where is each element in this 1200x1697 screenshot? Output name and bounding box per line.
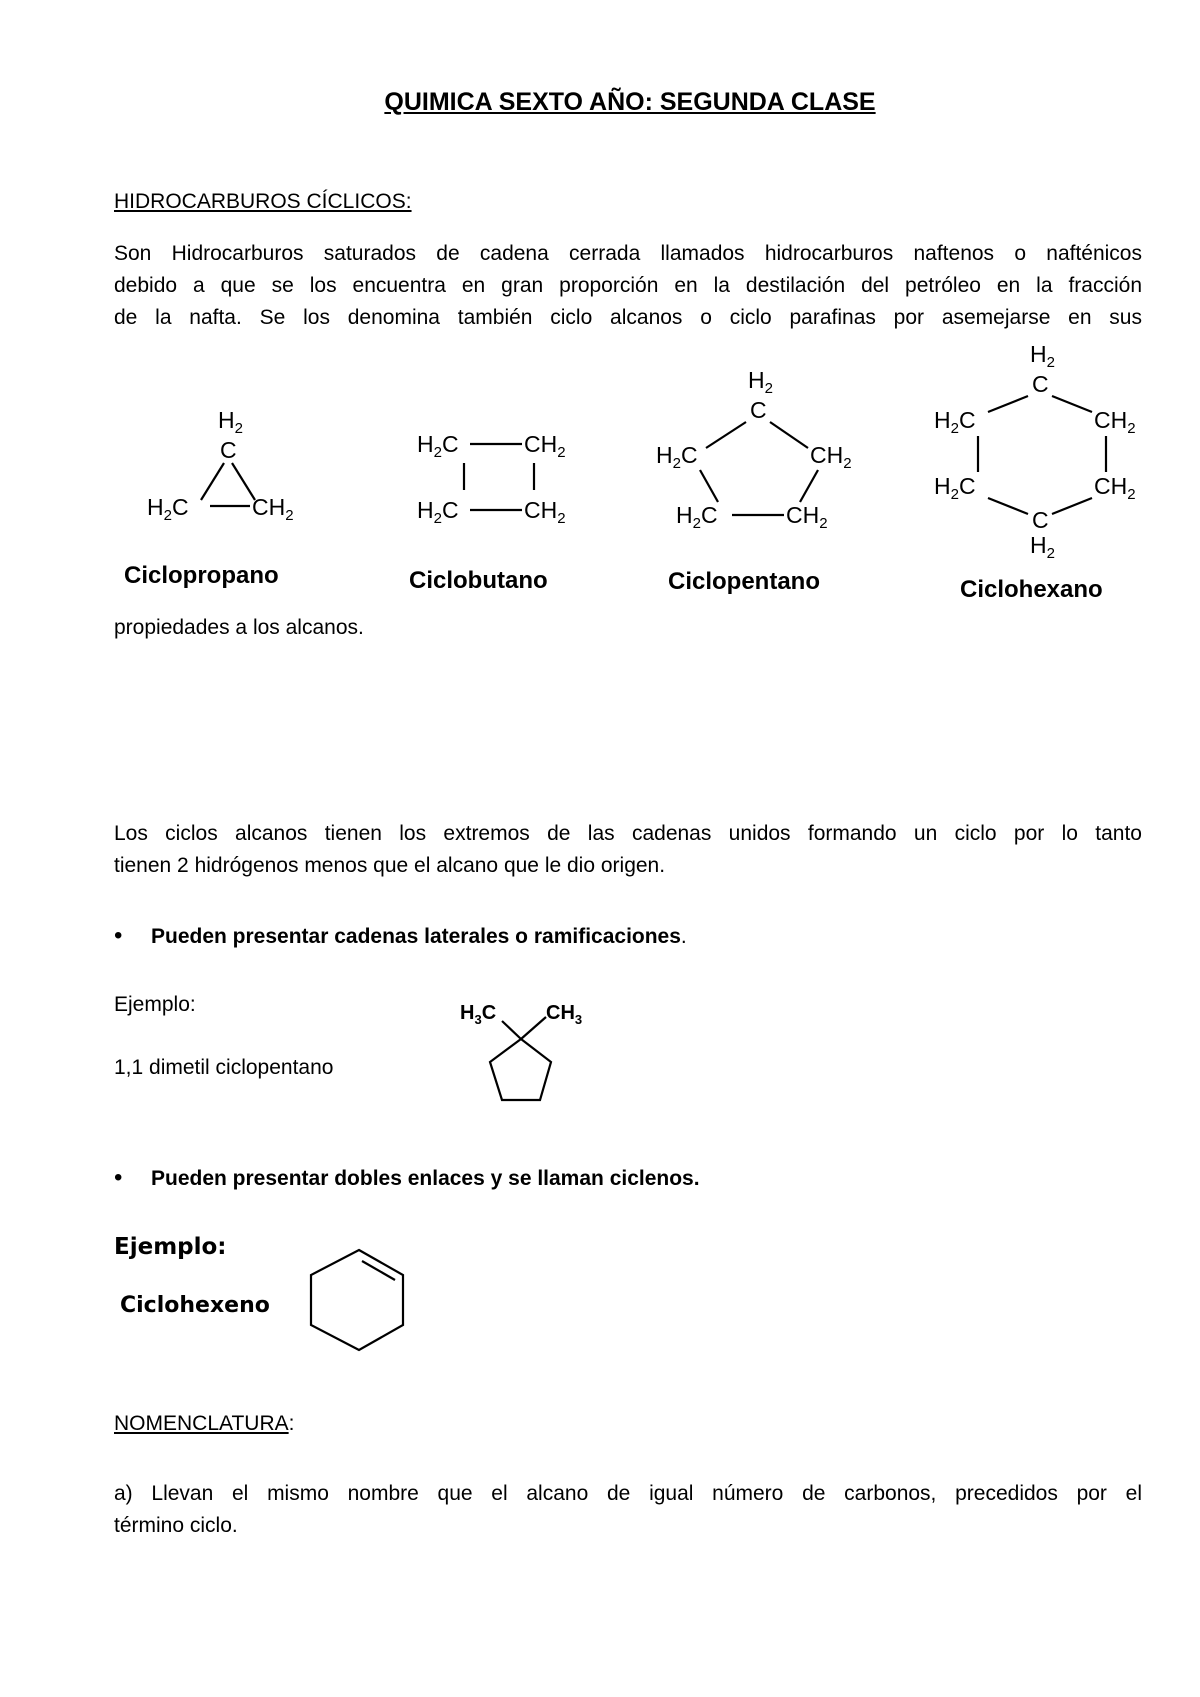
svg-text:C: C xyxy=(1032,371,1049,397)
svg-text:CH2: $CH_2$ xyxy=(810,442,852,472)
structure-name-ciclobutano: Ciclobutano xyxy=(409,567,548,594)
example-label: Ejemplo: xyxy=(114,993,196,1016)
example-name: Ciclohexeno xyxy=(120,1293,270,1318)
svg-text:H2C: $H_2C$ xyxy=(934,407,976,437)
paragraph-line: Los ciclos alcanos tienen los extremos de las cadenas unidos formando un ciclo por lo tanto xyxy=(114,822,1142,845)
svg-text:CH2: $CH_2$ xyxy=(524,497,566,527)
bullet-text: Pueden presentar cadenas laterales o ramificaciones xyxy=(151,925,681,948)
cyclopropane-structure xyxy=(124,407,294,589)
svg-text:CH2: $CH_2$ xyxy=(1094,473,1136,503)
dimethylcyclopentane-structure xyxy=(450,995,610,1115)
nomenclatura-heading: NOMENCLATURA xyxy=(114,1412,289,1435)
structure-name-ciclopentano: Ciclopentano xyxy=(668,568,821,595)
svg-text:H2C: $H_2C$ xyxy=(417,431,459,461)
section-heading-hidrocarburos: HIDROCARBUROS CÍCLICOS: xyxy=(114,190,412,213)
section-heading-nomenclatura xyxy=(114,1408,294,1440)
svg-text:H3C: $H_3C$ xyxy=(460,1002,497,1027)
nomenclatura-item-a: término ciclo. xyxy=(114,1514,238,1537)
svg-text:CH2: $CH_2$ xyxy=(252,494,294,524)
svg-text:CH2: $CH_2$ xyxy=(786,502,828,532)
bullet-text-ciclenos: Pueden presentar dobles enlaces y se llaman ciclenos. xyxy=(151,1167,700,1190)
svg-text:H2C: $H_2C$ xyxy=(417,497,459,527)
svg-text:H2C: $H_2C$ xyxy=(656,442,698,472)
paragraph-line: tienen 2 hidrógenos menos que el alcano que le dio origen. xyxy=(114,854,666,877)
paragraph-line: debido a que se los encuentra en gran proporción en la destilación del petróleo en la fracción xyxy=(114,274,1142,297)
svg-text:C: C xyxy=(750,397,767,423)
bullet-dot: • xyxy=(114,922,123,949)
paragraph-line: de la nafta. Se los denomina también ciclo alcanos o ciclo parafinas por asemejarse en sus xyxy=(114,306,1142,329)
cyclohexane-structure xyxy=(934,341,1136,603)
cyclopentane-structure xyxy=(656,367,852,595)
structure-name-ciclopropano: Ciclopropano xyxy=(124,562,279,589)
example-name: 1,1 dimetil ciclopentano xyxy=(114,1056,334,1079)
bullet-dot: • xyxy=(114,1164,123,1191)
svg-text:H2C: $H_2C$ xyxy=(934,473,976,503)
page-title: QUIMICA SEXTO AÑO: SEGUNDA CLASE xyxy=(384,88,876,116)
bullet-suffix: . xyxy=(680,925,687,948)
paragraph-line: Son Hidrocarburos saturados de cadena cerrada llamados hidrocarburos naftenos o nafténicos xyxy=(114,242,1142,265)
paragraph-line: propiedades a los alcanos. xyxy=(114,616,364,639)
svg-text:H2C: $H_2C$ xyxy=(147,494,189,524)
svg-text:H2: $H_2$ xyxy=(218,407,243,437)
nomenclatura-item-a: a) Llevan el mismo nombre que el alcano de igual número de carbonos, precedidos por el xyxy=(114,1482,1142,1505)
svg-text:CH2: $CH_2$ xyxy=(524,431,566,461)
svg-text:H2: $H_2$ xyxy=(748,367,773,397)
svg-text:C: C xyxy=(1032,507,1049,533)
example-label: Ejemplo: xyxy=(114,1234,227,1260)
svg-text:H2C: $H_2C$ xyxy=(676,502,718,532)
svg-text:CH3: $CH_3$ xyxy=(546,1002,583,1027)
svg-text:CH2: $CH_2$ xyxy=(1094,407,1136,437)
cyclobutane-structure xyxy=(409,431,566,594)
cycloalkane-structures-figure xyxy=(0,0,1200,620)
structure-name-ciclohexano: Ciclohexano xyxy=(960,576,1103,603)
bullet-text-ramificaciones xyxy=(151,921,687,953)
carbon-label: C xyxy=(220,437,237,463)
nomenclatura-colon: : xyxy=(288,1412,295,1435)
cyclohexene-structure xyxy=(300,1240,420,1380)
svg-text:H2: $H_2$ xyxy=(1030,532,1055,562)
svg-text:H2: $H_2$ xyxy=(1030,341,1055,371)
